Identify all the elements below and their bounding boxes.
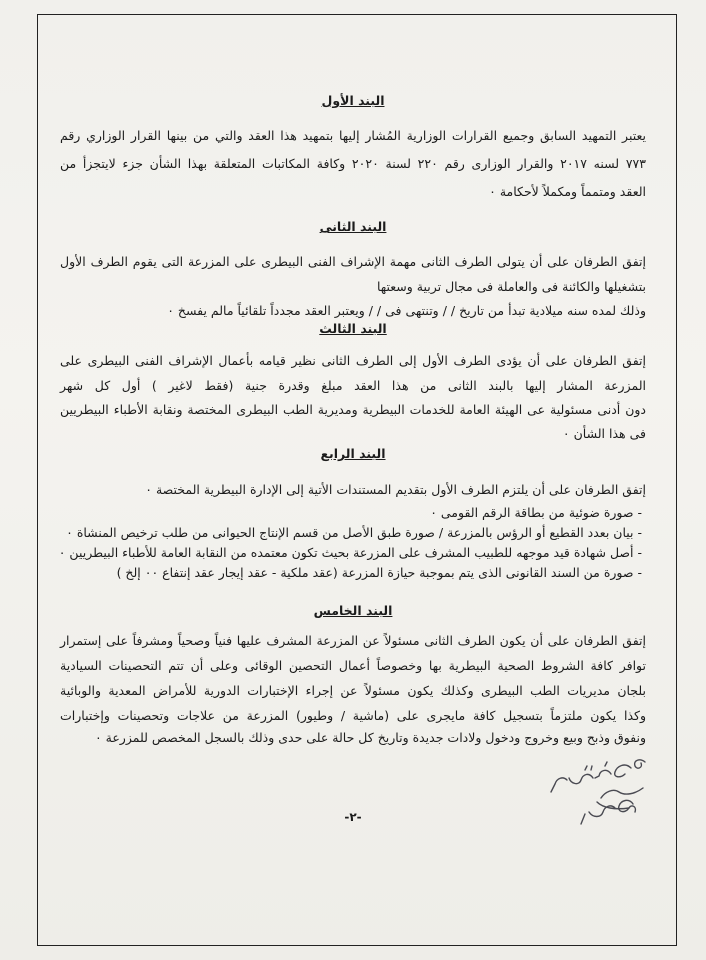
- section-2-heading: البند الثانى: [319, 219, 387, 234]
- section-2-line-3: وذلك لمده سنه ميلادية تبدأ من تاريخ / / وتنتهى فى / / ويعتبر العقد مجدداً تلقائياً مالم يفسخ ٠: [167, 303, 646, 318]
- section-3-line-2: المزرعة المشار إليها بالبند الثانى من هذا العقد مبلغ وقدرة جنية (فقط لاغير ) أول كل شهر: [60, 378, 646, 393]
- section-5-line-1: إتفق الطرفان على أن يكون الطرف الثانى مسئولاً عن المزرعة المشرف عليها فنياً وصحياً ومشرفاً على إستمرار: [60, 633, 646, 648]
- section-4-item-3: - أصل شهادة قيد موجهه للطبيب المشرف على المزرعة بحيث تكون معتمده من النقابة العامة للأطباء البيطريين ٠: [58, 545, 642, 560]
- section-4-item-1: - صورة ضوئية من بطاقة الرقم القومى ٠: [430, 505, 642, 520]
- section-4-item-2: - بيان بعدد القطيع أو الرؤس بالمزرعة / صورة طبق الأصل من قسم الإنتاج الحيوانى من طلب ترخيص المنشاة ٠: [66, 525, 642, 540]
- section-5-line-3: بلجان مديريات الطب البيطرى وكذلك يكون مسئولاً عن إجراء الإختبارات الدورية للأمراض المعدية والوبائية: [60, 683, 646, 698]
- section-2-line-1: إتفق الطرفان على أن يتولى الطرف الثانى مهمة الإشراف الفنى البيطرى على المزرعة التى يقوم الطرف الأول: [60, 254, 646, 269]
- section-5-line-4: وكذا يكون ملتزماً بتسجيل كافة مايجرى على (ماشية / وطيور) المزرعة من علاجات وتحصينات وإختبارات: [60, 708, 646, 723]
- section-3-line-4: فى هذا الشأن ٠: [562, 426, 646, 441]
- section-4-intro: إتفق الطرفان على أن يلتزم الطرف الأول بتقديم المستندات الأتية إلى الإدارة البيطرية المختصة ٠: [145, 482, 646, 497]
- page-number: -٢-: [344, 810, 362, 824]
- section-3-heading: البند الثالث: [319, 321, 387, 336]
- section-5-line-2: توافر كافة الشروط الصحية البيطرية بها وخصوصاً أعمال التحصين الوقائى وعلى أن تتم التحصينات السيادية: [60, 658, 646, 673]
- section-1-line-2: ٧٧٣ لسنه ٢٠١٧ والقرار الوزارى رقم ٢٢٠ لسنة ٢٠٢٠ وكافة المكاتبات المتعلقة بهذا الشأن جزء لايتجزأ من: [60, 156, 646, 171]
- section-4-item-4: - صورة من السند القانونى الذى يتم بموجبة حيازة المزرعة (عقد ملكية - عقد إيجار عقد إنتفاع ٠٠ إلخ ): [116, 565, 642, 580]
- section-2-line-2: بتشغيلها والكائنة فى والعاملة فى مجال تربية وسعتها: [376, 279, 646, 294]
- section-3-line-1: إتفق الطرفان على أن يؤدى الطرف الأول إلى الطرف الثانى نظير قيامه بأعمال الإشراف الفنى البيطرى على: [60, 353, 646, 368]
- section-1-line-3: العقد ومتمماً ومكملاً لأحكامة ٠: [489, 184, 646, 199]
- section-1-heading: البند الأول: [321, 93, 385, 108]
- section-5-heading: البند الخامس: [313, 603, 393, 618]
- section-3-line-3: دون أدنى مسئولية عى الهيئة العامة للخدمات البيطرية ومديرية الطب البيطرى المختصة ونقابة الأطباء البيطريين: [60, 402, 646, 417]
- section-1-line-1: يعتبر التمهيد السابق وجميع القرارات الوزارية المُشار إليها بتمهيد هذا العقد والتي من بينها القرار الوزاري رقم: [60, 128, 646, 143]
- section-5-line-5: ونفوق وذبح وبيع وخروج ودخول ولادات جديدة وتاريخ كل حالة على حدى وذلك بالسجل المخصص للمزرعة ٠: [94, 730, 646, 745]
- section-4-heading: البند الرابع: [320, 446, 386, 461]
